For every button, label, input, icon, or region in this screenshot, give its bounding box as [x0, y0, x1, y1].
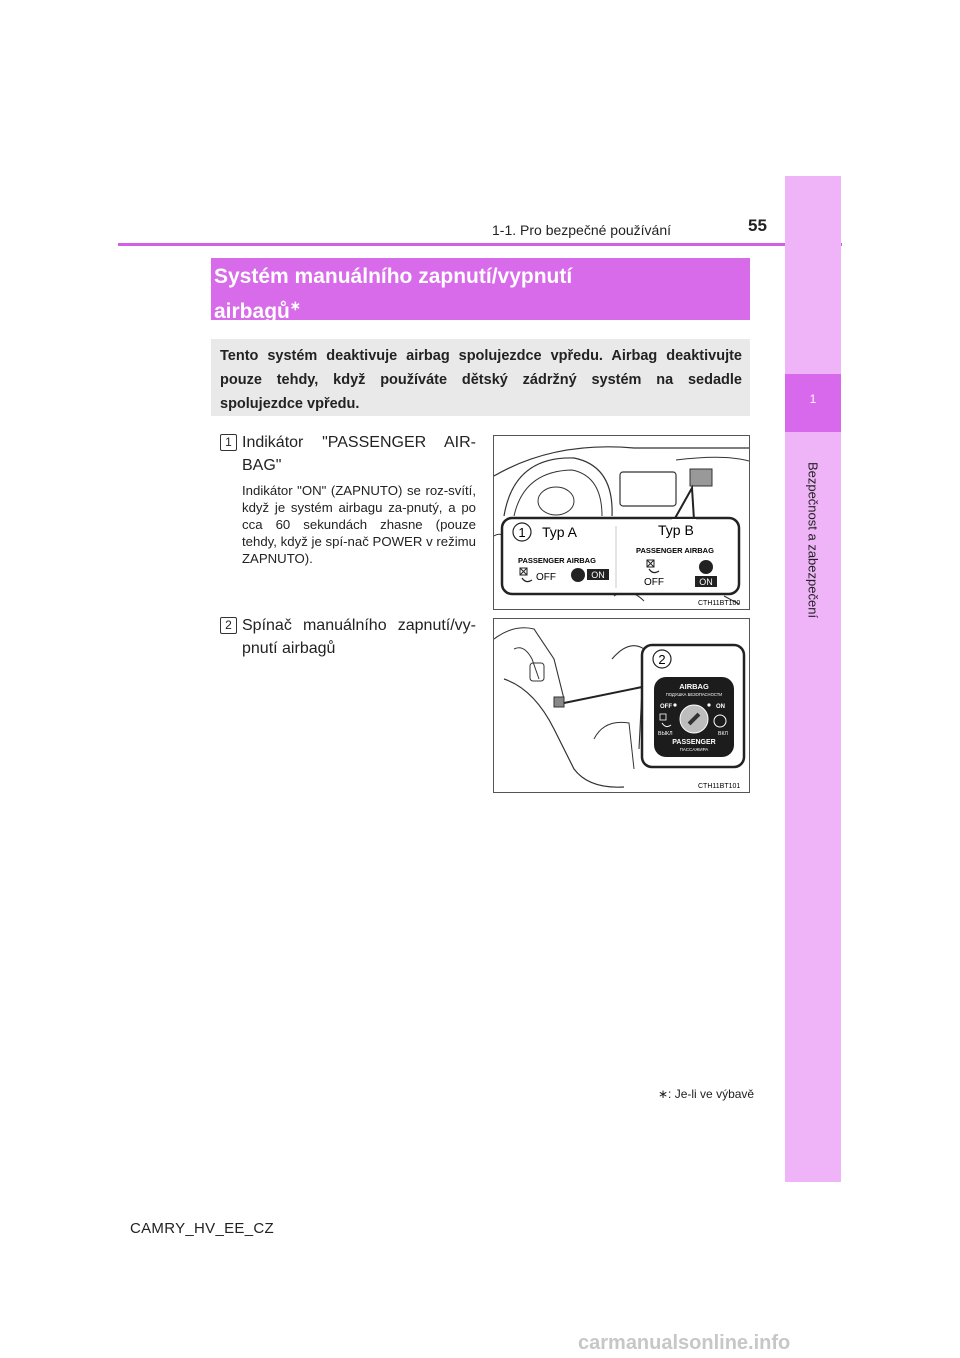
side-tab-chapter-number: 1	[809, 392, 817, 406]
switch-on-ru-label: ВКЛ	[718, 731, 728, 737]
footnote: ∗: Je-li ve výbavě	[658, 1087, 755, 1101]
switch-airbag-label: AIRBAG	[679, 682, 709, 691]
dashboard-illustration	[494, 436, 749, 609]
switch-passenger-label: PASSENGER	[672, 739, 716, 746]
type-a-on-text: ON	[591, 570, 605, 580]
figure2-callout-number: 2	[658, 652, 666, 667]
on-position-dot	[707, 703, 710, 706]
item-title: Spínač manuálního zapnutí/vy-pnutí airbagů	[242, 617, 476, 657]
item-description: Indikátor "ON" (ZAPNUTO) se roz-svítí, když je systém airbagu za-pnutý, a po cca 60 sekundách zhasne (pouze tehdy, když je spí-nač POWER v režimu ZAPNUTO).	[242, 483, 476, 566]
type-b-label: Typ B	[658, 522, 694, 538]
switch-passenger-ru-label: ПАССАЖИРА	[679, 747, 709, 752]
type-a-label: Typ A	[542, 524, 578, 540]
header-rule	[118, 243, 842, 246]
figure1-code: CTH11BT100	[698, 600, 741, 607]
section-title-line2: airbagů	[214, 300, 290, 323]
console-illustration	[494, 619, 749, 792]
footer-document-id: CAMRY_HV_EE_CZ	[130, 1220, 274, 1237]
figure-passenger-airbag-indicator	[493, 435, 750, 610]
airbag-on-icon	[699, 560, 713, 574]
item-number-badge: 1	[220, 434, 237, 451]
section-title	[214, 262, 744, 326]
side-tab-chapter-label: Bezpečnost a zabezpečení	[805, 461, 821, 619]
off-position-dot	[673, 703, 676, 706]
type-b-off-text: OFF	[644, 577, 664, 588]
figure-airbag-switch	[493, 618, 750, 793]
switch-off-ru-label: ВЫКЛ	[658, 731, 673, 737]
page-number: 55	[748, 216, 767, 235]
section-reference: 1-1. Pro bezpečné používání	[492, 222, 672, 238]
title-asterisk: ∗	[289, 298, 301, 313]
type-b-on-text: ON	[699, 577, 713, 587]
item-title: Indikátor "PASSENGER AIR-BAG"	[242, 434, 476, 474]
section-title-line1: Systém manuálního zapnutí/vypnutí	[214, 265, 573, 288]
type-a-panel-label: PASSENGER AIRBAG	[518, 556, 596, 565]
switch-on-label: ON	[716, 704, 725, 710]
intro-text: Tento systém deaktivuje airbag spolujezdce vpředu. Airbag deaktivujte pouze tehdy, když používáte dětský zádržný systém na sedadle spolujezdce vpředu.	[220, 348, 742, 412]
switch-off-label: OFF	[660, 704, 672, 710]
type-a-off-text: OFF	[536, 572, 556, 583]
side-tab-band	[785, 176, 841, 1182]
switch-airbag-ru-label: ПОДУШКА БЕЗОПАСНОСТИ	[665, 692, 723, 697]
watermark: carmanualsonline.info	[578, 1332, 791, 1354]
figure1-callout-number: 1	[518, 525, 526, 540]
figure2-code: CTH11BT101	[698, 783, 741, 790]
type-b-panel-label: PASSENGER AIRBAG	[636, 546, 714, 555]
airbag-on-icon	[571, 568, 585, 582]
item-number-badge: 2	[220, 617, 237, 634]
